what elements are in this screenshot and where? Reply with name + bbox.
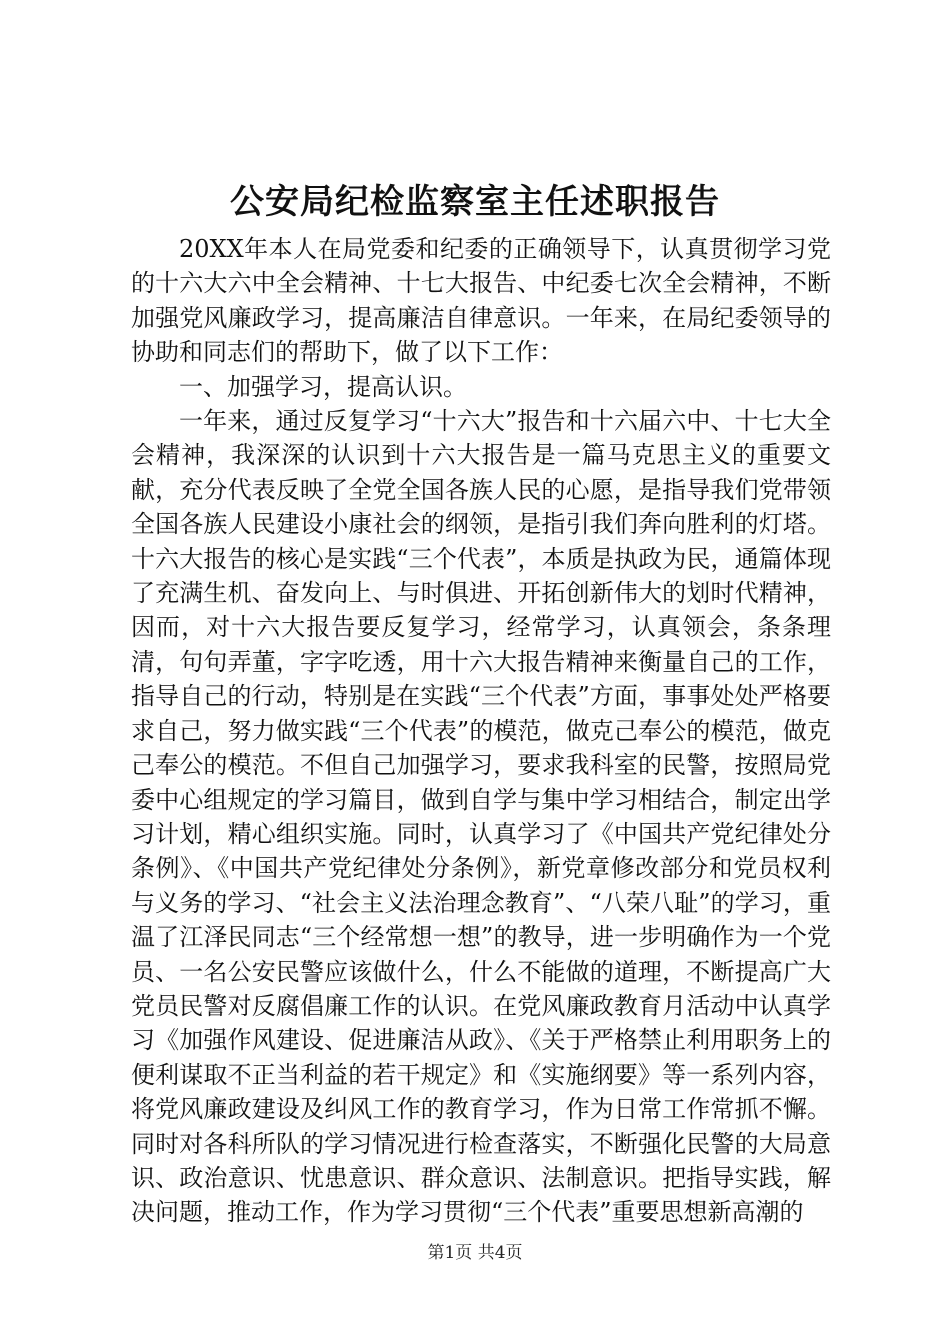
section-heading-1: 一、加强学习，提高认识。	[179, 372, 467, 401]
document-title: 公安局纪检监察室主任述职报告	[230, 182, 720, 222]
paragraph-intro: 20XX年本人在局党委和纪委的正确领导下，认真贯彻学习党的十六大六中全会精神、十七大报告、中纪委七次全会精神，不断加强党风廉政学习，提高廉洁自律意识。一年来，在局纪委领导的协助和同志们的帮助下，做了以下工作：	[131, 235, 831, 367]
page-indicator: 第1页 共4页	[427, 1243, 523, 1263]
paragraph-section-1: 一年来，通过反复学习“十六大”报告和十六届六中、十七大全会精神，我深深的认识到十六大报告是一篇马克思主义的重要文献，充分代表反映了全党全国各族人民的心愿，是指导我们党带领全国各族人民建设小康社会的纲领，是指引我们奔向胜利的灯塔。十六大报告的核心是实践“三个代表”，本质是执政为民，通篇体现了充满生机、奋发向上、与时俱进、开拓创新伟大的划时代精神，因而，对十六大报告要反复学习，经常学习，认真领会，条条理清，句句弄董，字字吃透，用十六大报告精神来衡量自己的工作，指导自己的行动，特别是在实践“三个代表”方面，事事处处严格要求自己，努力做实践“三个代表”的模范，做克己奉公的模范，做克己奉公的模范。不但自己加强学习，要求我科室的民警，按照局党委中心组规定的学习篇目，做到自学与集中学习相结合，制定出学习计划，精心组织实施。同时，认真学习了《中国共产党纪律处分条例》、《中国共产党纪律处分条例》，新党章修改部分和党员权利与义务的学习、“社会主义法治理念教育”、“八荣八耻”的学习，重温了江泽民同志“三个经常想一想”的教导，进一步明确作为一个党员、一名公安民警应该做什么，什么不能做的道理，不断提高广大党员民警对反腐倡廉工作的认识。在党风廉政教育月活动中认真学习《加强作风建设、促进廉洁从政》、《关于严格禁止利用职务上的便利谋取不正当利益的若干规定》和《实施纲要》等一系列内容，将党风廉政建设及纠风工作的教育学习，作为日常工作常抓不懈。同时对各科所队的学习情况进行检查落实，不断强化民警的大局意识、政治意识、忧患意识、群众意识、法制意识。把指导实践，解决问题，推动工作，作为学习贯彻“三个代表”重要思想新高潮的	[131, 407, 831, 1227]
document-body	[131, 232, 831, 1230]
